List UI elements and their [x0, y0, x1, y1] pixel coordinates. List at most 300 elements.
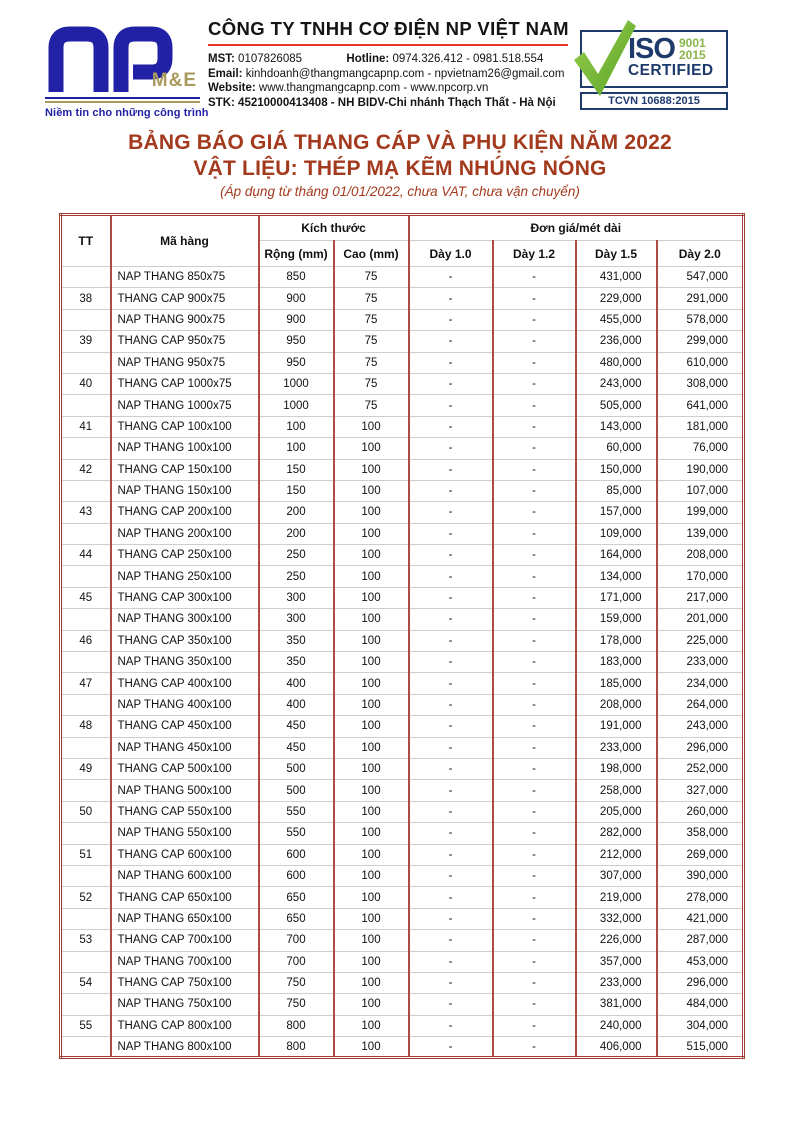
col-cao: 100	[334, 438, 409, 459]
col-cao: 75	[334, 288, 409, 309]
col-rong: 200	[259, 523, 334, 544]
col-day-2-0: 181,000	[657, 416, 744, 437]
table-row	[61, 673, 744, 694]
col-ma-hang: THANG CAP 600x100	[111, 844, 259, 865]
col-day-1-0: -	[409, 438, 493, 459]
mst-value: 0107826085	[238, 53, 303, 65]
iso-badge	[574, 12, 732, 110]
col-day-1-2: -	[493, 737, 576, 758]
col-day-1-0: -	[409, 352, 493, 373]
col-tt	[61, 395, 111, 416]
col-cao: 100	[334, 694, 409, 715]
col-rong: 400	[259, 694, 334, 715]
col-tt: 44	[61, 545, 111, 566]
col-day-1-0: -	[409, 801, 493, 822]
contact-line-email	[208, 67, 568, 82]
col-day-2-0: 264,000	[657, 694, 744, 715]
col-cao: 100	[334, 652, 409, 673]
table-row	[61, 994, 744, 1015]
logo-divider-gold	[45, 101, 200, 103]
col-day-2-0: 260,000	[657, 801, 744, 822]
col-day-2-0: 139,000	[657, 523, 744, 544]
col-day-1-2: -	[493, 823, 576, 844]
col-day-1-0: -	[409, 502, 493, 523]
col-day-1-5: 150,000	[576, 459, 657, 480]
contact-line-website	[208, 81, 568, 96]
table-row	[61, 737, 744, 758]
col-day-1-5: 332,000	[576, 908, 657, 929]
table-row	[61, 352, 744, 373]
col-day-1-5: 236,000	[576, 331, 657, 352]
table-row	[61, 694, 744, 715]
col-ma-hang: NAP THANG 550x100	[111, 823, 259, 844]
table-row	[61, 865, 744, 886]
col-rong: 600	[259, 865, 334, 886]
col-day-1-5: 191,000	[576, 716, 657, 737]
col-rong: 950	[259, 352, 334, 373]
header-day-1-2: Dày 1.2	[493, 241, 576, 267]
col-ma-hang: THANG CAP 650x100	[111, 887, 259, 908]
col-day-2-0: 358,000	[657, 823, 744, 844]
checkmark-icon	[570, 16, 640, 102]
col-day-1-2: -	[493, 865, 576, 886]
col-rong: 1000	[259, 373, 334, 394]
col-day-2-0: 190,000	[657, 459, 744, 480]
header-rule	[208, 44, 568, 46]
col-cao: 75	[334, 373, 409, 394]
col-tt	[61, 652, 111, 673]
col-rong: 350	[259, 630, 334, 651]
col-day-1-0: -	[409, 480, 493, 501]
col-cao: 100	[334, 459, 409, 480]
col-tt: 48	[61, 716, 111, 737]
website-label: Website:	[208, 82, 256, 94]
col-day-1-2: -	[493, 844, 576, 865]
col-day-1-0: -	[409, 459, 493, 480]
table-row	[61, 972, 744, 993]
title-line-1: BẢNG BÁO GIÁ THANG CÁP VÀ PHỤ KIỆN NĂM 2022	[128, 131, 672, 154]
table-row	[61, 951, 744, 972]
col-day-1-2: -	[493, 267, 576, 288]
col-day-1-2: -	[493, 1015, 576, 1036]
col-day-1-2: -	[493, 523, 576, 544]
col-day-1-5: 229,000	[576, 288, 657, 309]
col-day-1-5: 208,000	[576, 694, 657, 715]
col-tt	[61, 951, 111, 972]
col-day-1-5: 205,000	[576, 801, 657, 822]
col-day-1-0: -	[409, 1015, 493, 1036]
col-day-1-0: -	[409, 545, 493, 566]
col-cao: 100	[334, 887, 409, 908]
col-cao: 75	[334, 352, 409, 373]
header-ma-hang: Mã hàng	[111, 215, 259, 267]
col-rong: 200	[259, 502, 334, 523]
col-ma-hang: THANG CAP 300x100	[111, 587, 259, 608]
col-day-1-2: -	[493, 609, 576, 630]
iso-box	[580, 30, 728, 88]
col-rong: 400	[259, 673, 334, 694]
col-ma-hang: NAP THANG 600x100	[111, 865, 259, 886]
col-cao: 100	[334, 930, 409, 951]
col-day-1-5: 198,000	[576, 758, 657, 779]
iso-standard-number: 9001	[678, 36, 706, 50]
col-day-1-0: -	[409, 673, 493, 694]
col-rong: 150	[259, 459, 334, 480]
col-cao: 100	[334, 480, 409, 501]
col-tt: 49	[61, 758, 111, 779]
col-day-1-5: 219,000	[576, 887, 657, 908]
email-label: Email:	[208, 67, 243, 80]
col-cao: 100	[334, 609, 409, 630]
col-rong: 450	[259, 716, 334, 737]
col-tt: 46	[61, 630, 111, 651]
col-day-2-0: 390,000	[657, 865, 744, 886]
col-day-2-0: 291,000	[657, 288, 744, 309]
col-tt	[61, 780, 111, 801]
col-day-2-0: 225,000	[657, 630, 744, 651]
col-rong: 250	[259, 545, 334, 566]
col-cao: 75	[334, 331, 409, 352]
col-tt: 45	[61, 587, 111, 608]
header-cao: Cao (mm)	[334, 241, 409, 267]
col-rong: 750	[259, 994, 334, 1015]
col-day-2-0: 515,000	[657, 1037, 744, 1058]
title-line-2: VẬT LIỆU: THÉP MẠ KẼM NHÚNG NÓNG	[193, 157, 607, 180]
table-row	[61, 395, 744, 416]
col-day-1-2: -	[493, 801, 576, 822]
col-day-1-5: 157,000	[576, 502, 657, 523]
col-day-1-5: 109,000	[576, 523, 657, 544]
table-row	[61, 630, 744, 651]
col-rong: 300	[259, 587, 334, 608]
col-rong: 650	[259, 887, 334, 908]
col-rong: 550	[259, 823, 334, 844]
col-day-1-5: 357,000	[576, 951, 657, 972]
col-cao: 100	[334, 587, 409, 608]
col-ma-hang: NAP THANG 950x75	[111, 352, 259, 373]
contact-line-mst-hotline	[208, 52, 568, 67]
col-ma-hang: THANG CAP 950x75	[111, 331, 259, 352]
col-day-1-2: -	[493, 395, 576, 416]
col-cao: 100	[334, 823, 409, 844]
col-ma-hang: NAP THANG 850x75	[111, 267, 259, 288]
col-tt: 38	[61, 288, 111, 309]
table-row	[61, 716, 744, 737]
col-day-1-5: 164,000	[576, 545, 657, 566]
col-day-1-0: -	[409, 267, 493, 288]
col-rong: 550	[259, 801, 334, 822]
col-ma-hang: THANG CAP 900x75	[111, 288, 259, 309]
col-day-1-5: 480,000	[576, 352, 657, 373]
header-tt: TT	[61, 215, 111, 267]
col-ma-hang: NAP THANG 200x100	[111, 523, 259, 544]
col-day-1-2: -	[493, 352, 576, 373]
col-tt	[61, 994, 111, 1015]
col-rong: 250	[259, 566, 334, 587]
col-cao: 100	[334, 780, 409, 801]
col-day-1-2: -	[493, 716, 576, 737]
col-day-2-0: 610,000	[657, 352, 744, 373]
col-tt: 47	[61, 673, 111, 694]
col-day-1-2: -	[493, 288, 576, 309]
col-day-1-0: -	[409, 865, 493, 886]
logo-me-label: M&E	[151, 70, 197, 91]
col-day-1-0: -	[409, 609, 493, 630]
table-row	[61, 416, 744, 437]
col-ma-hang: THANG CAP 200x100	[111, 502, 259, 523]
col-day-1-5: 171,000	[576, 587, 657, 608]
col-cao: 100	[334, 673, 409, 694]
header-day-1-5: Dày 1.5	[576, 241, 657, 267]
col-cao: 100	[334, 502, 409, 523]
price-table	[59, 213, 745, 1059]
col-day-2-0: 484,000	[657, 994, 744, 1015]
table-row	[61, 545, 744, 566]
col-day-2-0: 76,000	[657, 438, 744, 459]
col-tt: 51	[61, 844, 111, 865]
col-tt: 42	[61, 459, 111, 480]
table-row	[61, 609, 744, 630]
col-ma-hang: THANG CAP 450x100	[111, 716, 259, 737]
col-day-1-0: -	[409, 652, 493, 673]
col-day-1-2: -	[493, 780, 576, 801]
col-ma-hang: NAP THANG 500x100	[111, 780, 259, 801]
col-day-1-5: 406,000	[576, 1037, 657, 1058]
col-ma-hang: NAP THANG 300x100	[111, 609, 259, 630]
col-tt: 53	[61, 930, 111, 951]
col-day-2-0: 547,000	[657, 267, 744, 288]
col-day-1-5: 381,000	[576, 994, 657, 1015]
col-rong: 750	[259, 972, 334, 993]
col-day-2-0: 269,000	[657, 844, 744, 865]
col-day-2-0: 453,000	[657, 951, 744, 972]
header-day-2-0: Dày 2.0	[657, 241, 744, 267]
col-cao: 100	[334, 801, 409, 822]
col-day-1-0: -	[409, 951, 493, 972]
col-ma-hang: NAP THANG 800x100	[111, 1037, 259, 1058]
col-day-1-0: -	[409, 823, 493, 844]
col-day-1-2: -	[493, 331, 576, 352]
col-day-2-0: 107,000	[657, 480, 744, 501]
col-day-1-0: -	[409, 1037, 493, 1058]
col-day-1-0: -	[409, 694, 493, 715]
col-tt	[61, 438, 111, 459]
col-day-2-0: 278,000	[657, 887, 744, 908]
col-tt	[61, 609, 111, 630]
col-day-2-0: 296,000	[657, 972, 744, 993]
header	[0, 0, 800, 125]
table-row	[61, 887, 744, 908]
col-day-1-5: 431,000	[576, 267, 657, 288]
header-kich-thuoc: Kích thước	[259, 215, 409, 241]
col-ma-hang: NAP THANG 650x100	[111, 908, 259, 929]
col-tt	[61, 352, 111, 373]
table-row	[61, 1037, 744, 1058]
col-tt: 54	[61, 972, 111, 993]
col-day-1-5: 159,000	[576, 609, 657, 630]
col-day-1-0: -	[409, 630, 493, 651]
col-ma-hang: NAP THANG 250x100	[111, 566, 259, 587]
col-day-1-2: -	[493, 373, 576, 394]
col-day-1-5: 226,000	[576, 930, 657, 951]
col-day-1-5: 233,000	[576, 737, 657, 758]
table-row	[61, 523, 744, 544]
col-day-1-5: 243,000	[576, 373, 657, 394]
table-row	[61, 758, 744, 779]
col-rong: 950	[259, 331, 334, 352]
col-rong: 1000	[259, 395, 334, 416]
hotline-label: Hotline:	[346, 53, 390, 65]
col-day-1-0: -	[409, 780, 493, 801]
col-day-2-0: 217,000	[657, 587, 744, 608]
col-ma-hang: THANG CAP 550x100	[111, 801, 259, 822]
col-ma-hang: NAP THANG 350x100	[111, 652, 259, 673]
col-rong: 450	[259, 737, 334, 758]
hotline-value: 0974.326.412 - 0981.518.554	[392, 53, 544, 65]
col-day-1-0: -	[409, 331, 493, 352]
col-ma-hang: NAP THANG 400x100	[111, 694, 259, 715]
table-row	[61, 1015, 744, 1036]
table-row	[61, 823, 744, 844]
col-rong: 700	[259, 930, 334, 951]
iso-word: ISO	[628, 33, 675, 65]
col-rong: 800	[259, 1037, 334, 1058]
col-day-2-0: 234,000	[657, 673, 744, 694]
table-row	[61, 502, 744, 523]
col-tt	[61, 480, 111, 501]
col-tt	[61, 309, 111, 330]
col-day-1-2: -	[493, 438, 576, 459]
company-name: CÔNG TY TNHH CƠ ĐIỆN NP VIỆT NAM	[208, 18, 569, 39]
col-cao: 100	[334, 566, 409, 587]
col-day-1-0: -	[409, 716, 493, 737]
col-ma-hang: THANG CAP 250x100	[111, 545, 259, 566]
col-cao: 100	[334, 716, 409, 737]
col-day-1-2: -	[493, 694, 576, 715]
col-day-1-0: -	[409, 373, 493, 394]
table-row	[61, 459, 744, 480]
np-logo-icon	[45, 22, 205, 94]
col-tt: 55	[61, 1015, 111, 1036]
col-day-2-0: 421,000	[657, 908, 744, 929]
col-day-1-5: 258,000	[576, 780, 657, 801]
col-day-1-0: -	[409, 309, 493, 330]
col-ma-hang: NAP THANG 450x100	[111, 737, 259, 758]
table-row	[61, 566, 744, 587]
col-day-1-2: -	[493, 652, 576, 673]
col-day-1-0: -	[409, 566, 493, 587]
col-tt	[61, 1037, 111, 1058]
col-rong: 600	[259, 844, 334, 865]
col-day-1-5: 85,000	[576, 480, 657, 501]
title-note: (Áp dụng từ tháng 01/01/2022, chưa VAT, chưa vận chuyển)	[220, 184, 580, 199]
table-row	[61, 780, 744, 801]
col-day-1-2: -	[493, 908, 576, 929]
col-day-2-0: 299,000	[657, 331, 744, 352]
col-ma-hang: THANG CAP 100x100	[111, 416, 259, 437]
col-day-1-0: -	[409, 395, 493, 416]
col-day-2-0: 243,000	[657, 716, 744, 737]
col-cao: 75	[334, 309, 409, 330]
col-cao: 100	[334, 737, 409, 758]
col-day-1-2: -	[493, 545, 576, 566]
col-rong: 650	[259, 908, 334, 929]
col-day-2-0: 578,000	[657, 309, 744, 330]
col-cao: 100	[334, 630, 409, 651]
col-day-1-5: 307,000	[576, 865, 657, 886]
col-day-2-0: 327,000	[657, 780, 744, 801]
col-day-1-5: 455,000	[576, 309, 657, 330]
col-day-1-0: -	[409, 844, 493, 865]
col-ma-hang: THANG CAP 1000x75	[111, 373, 259, 394]
col-day-1-5: 143,000	[576, 416, 657, 437]
col-ma-hang: THANG CAP 750x100	[111, 972, 259, 993]
col-tt	[61, 823, 111, 844]
col-tt: 39	[61, 331, 111, 352]
col-day-2-0: 170,000	[657, 566, 744, 587]
col-day-1-2: -	[493, 459, 576, 480]
col-day-1-0: -	[409, 908, 493, 929]
col-cao: 75	[334, 267, 409, 288]
col-day-1-2: -	[493, 480, 576, 501]
table-row	[61, 288, 744, 309]
col-day-1-0: -	[409, 930, 493, 951]
col-day-1-0: -	[409, 758, 493, 779]
col-day-1-2: -	[493, 994, 576, 1015]
col-rong: 350	[259, 652, 334, 673]
col-day-1-2: -	[493, 1037, 576, 1058]
document-title	[0, 130, 800, 199]
stk-value: 45210000413408 - NH BIDV-Chi nhánh Thạch Thất - Hà Nội	[238, 96, 556, 109]
col-day-2-0: 304,000	[657, 1015, 744, 1036]
table-row	[61, 480, 744, 501]
header-day-1-0: Dày 1.0	[409, 241, 493, 267]
col-rong: 300	[259, 609, 334, 630]
col-ma-hang: NAP THANG 100x100	[111, 438, 259, 459]
col-day-2-0: 233,000	[657, 652, 744, 673]
col-rong: 900	[259, 288, 334, 309]
col-day-1-5: 134,000	[576, 566, 657, 587]
col-cao: 100	[334, 545, 409, 566]
col-rong: 100	[259, 416, 334, 437]
col-day-1-5: 505,000	[576, 395, 657, 416]
col-day-2-0: 641,000	[657, 395, 744, 416]
col-ma-hang: NAP THANG 900x75	[111, 309, 259, 330]
col-tt	[61, 737, 111, 758]
col-rong: 500	[259, 758, 334, 779]
logo-divider-blue	[45, 97, 200, 99]
col-cao: 75	[334, 395, 409, 416]
stk-label: STK:	[208, 96, 235, 109]
table-row	[61, 930, 744, 951]
header-don-gia: Đơn giá/mét dài	[409, 215, 744, 241]
table-row	[61, 267, 744, 288]
col-day-1-5: 240,000	[576, 1015, 657, 1036]
col-rong: 700	[259, 951, 334, 972]
col-cao: 100	[334, 523, 409, 544]
col-ma-hang: NAP THANG 1000x75	[111, 395, 259, 416]
col-day-1-5: 185,000	[576, 673, 657, 694]
col-day-1-2: -	[493, 502, 576, 523]
website-value: www.thangmangcapnp.com - www.npcorp.vn	[258, 82, 489, 94]
col-day-1-5: 212,000	[576, 844, 657, 865]
col-day-2-0: 296,000	[657, 737, 744, 758]
col-day-2-0: 308,000	[657, 373, 744, 394]
col-rong: 100	[259, 438, 334, 459]
col-day-1-0: -	[409, 288, 493, 309]
col-day-1-0: -	[409, 737, 493, 758]
table-row	[61, 309, 744, 330]
